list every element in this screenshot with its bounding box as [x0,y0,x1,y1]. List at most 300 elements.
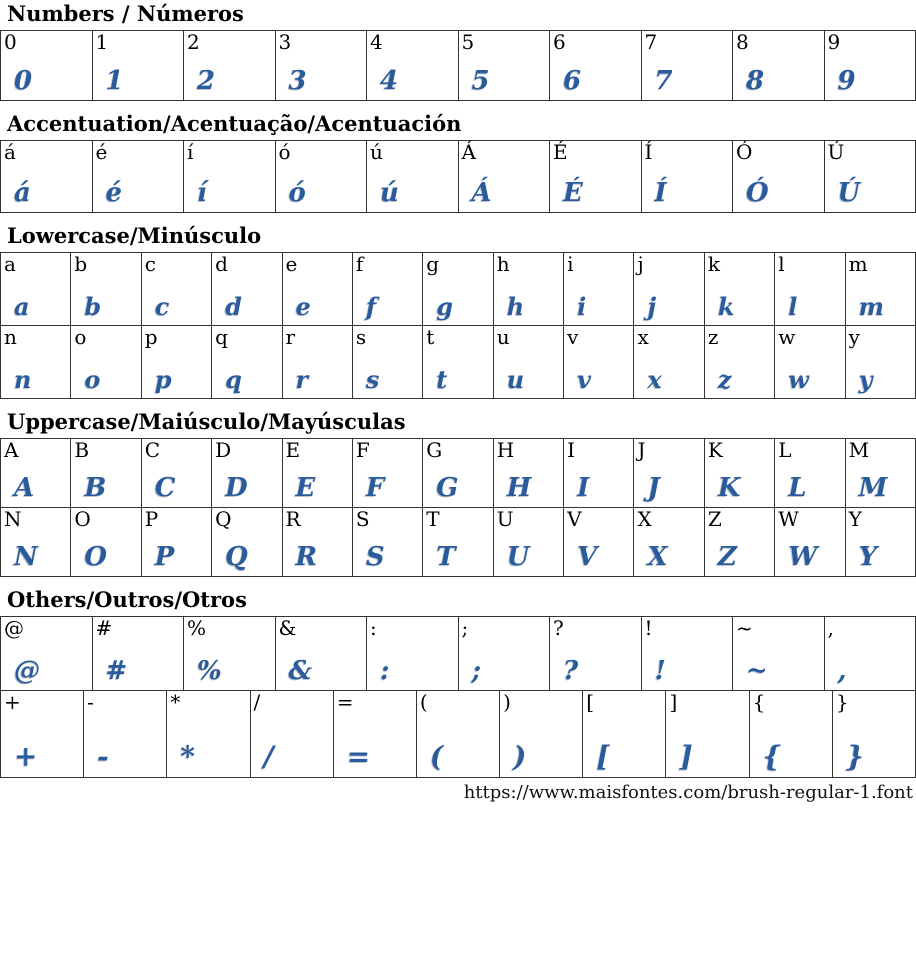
plain-glyph: + [1,691,83,713]
brush-glyph: 9 [825,68,916,100]
brush-glyph: Ó [733,180,824,212]
glyph-cell [825,31,916,101]
glyph-cell [825,141,916,213]
plain-glyph: é [93,141,184,163]
brush-glyph: I [564,475,633,507]
plain-glyph: 5 [459,31,550,53]
glyph-cell [423,253,493,326]
brush-glyph: H [494,475,563,507]
brush-glyph: q [212,368,281,398]
glyph-cell [367,141,459,213]
section-numbers [0,1,916,101]
plain-glyph: V [564,508,633,530]
plain-glyph: o [71,326,140,348]
brush-glyph: p [142,368,211,398]
glyph-cell [459,141,551,213]
glyph-cell [642,31,734,101]
glyph-cell [459,617,551,691]
section-lowercase [0,223,916,399]
brush-glyph: 1 [93,68,184,100]
plain-glyph: 0 [1,31,92,53]
brush-glyph: } [833,743,915,777]
font-specimen-page [0,1,916,803]
glyph-row [1,326,916,399]
plain-glyph: L [775,439,844,461]
glyph-cell [705,439,775,508]
glyph-cell [334,691,417,778]
brush-glyph: 4 [367,68,458,100]
glyph-cell [642,617,734,691]
plain-glyph: p [142,326,211,348]
glyph-cell [276,31,368,101]
brush-glyph: ( [417,743,499,777]
brush-glyph: o [71,368,140,398]
glyph-cell [142,508,212,577]
glyph-cell [564,439,634,508]
brush-glyph: U [494,544,563,576]
plain-glyph: I [564,439,633,461]
glyph-cell [550,31,642,101]
glyph-cell [666,691,749,778]
brush-glyph: w [775,368,844,398]
glyph-row [1,253,916,326]
plain-glyph: ~ [733,617,824,639]
plain-glyph: 2 [184,31,275,53]
glyph-cell [733,141,825,213]
brush-glyph: A [1,475,70,507]
brush-glyph: c [142,295,211,325]
plain-glyph: } [833,691,915,713]
brush-glyph: T [423,544,492,576]
glyph-cell [846,326,916,399]
glyph-row [1,617,916,691]
brush-glyph: { [750,743,832,777]
glyph-row [1,508,916,577]
brush-glyph: K [705,475,774,507]
brush-glyph: n [1,368,70,398]
brush-glyph: e [283,295,352,325]
brush-glyph: a [1,295,70,325]
glyph-cell [1,508,71,577]
glyph-cell [251,691,334,778]
section-title-uppercase: Uppercase/Maiúsculo/Mayúsculas [7,409,916,434]
glyph-cell [1,691,84,778]
section-title-accentuation: Accentuation/Acentuação/Acentuación [7,111,916,136]
plain-glyph: H [494,439,563,461]
brush-glyph: L [775,475,844,507]
glyph-cell [184,141,276,213]
plain-glyph: 4 [367,31,458,53]
brush-glyph: 6 [550,68,641,100]
brush-glyph: Í [642,180,733,212]
plain-glyph: b [71,253,140,275]
glyph-cell [750,691,833,778]
glyph-cell [1,617,93,691]
brush-glyph: / [251,743,333,777]
plain-glyph: E [283,439,352,461]
plain-glyph: 9 [825,31,916,53]
glyph-cell [550,141,642,213]
glyph-cell [84,691,167,778]
brush-glyph: m [846,295,915,325]
plain-glyph: S [353,508,422,530]
glyph-cell [71,439,141,508]
brush-glyph: = [334,743,416,777]
plain-glyph: [ [583,691,665,713]
brush-glyph: i [564,295,633,325]
plain-glyph: t [423,326,492,348]
plain-glyph: m [846,253,915,275]
glyph-cell [276,141,368,213]
plain-glyph: q [212,326,281,348]
glyph-cell [142,439,212,508]
plain-glyph: A [1,439,70,461]
glyph-row [1,141,916,213]
glyph-cell [93,141,185,213]
plain-glyph: % [184,617,275,639]
plain-glyph: ? [550,617,641,639]
brush-glyph: x [634,368,703,398]
brush-glyph: é [93,180,184,212]
plain-glyph: á [1,141,92,163]
plain-glyph: K [705,439,774,461]
brush-glyph: l [775,295,844,325]
glyph-cell [283,253,353,326]
brush-glyph: - [84,743,166,777]
brush-glyph: Ú [825,180,916,212]
sections [0,1,916,778]
glyph-cell [167,691,250,778]
brush-glyph: b [71,295,140,325]
glyph-cell [500,691,583,778]
plain-glyph: f [353,253,422,275]
glyph-cell [283,508,353,577]
glyph-table-uppercase [0,438,916,577]
plain-glyph: Z [705,508,774,530]
plain-glyph: u [494,326,563,348]
brush-glyph: j [634,295,703,325]
glyph-cell [184,31,276,101]
plain-glyph: e [283,253,352,275]
plain-glyph: É [550,141,641,163]
glyph-cell [634,439,704,508]
brush-glyph: Q [212,544,281,576]
brush-glyph: k [705,295,774,325]
section-title-numbers: Numbers / Números [7,1,916,26]
brush-glyph: B [71,475,140,507]
plain-glyph: # [93,617,184,639]
glyph-cell [71,508,141,577]
plain-glyph: P [142,508,211,530]
brush-glyph: Y [846,544,915,576]
plain-glyph: = [334,691,416,713]
glyph-table-lowercase [0,252,916,399]
glyph-cell [353,439,423,508]
plain-glyph: c [142,253,211,275]
plain-glyph: l [775,253,844,275]
glyph-cell [564,508,634,577]
glyph-cell [1,141,93,213]
plain-glyph: y [846,326,915,348]
glyph-cell [71,326,141,399]
glyph-cell [93,31,185,101]
brush-glyph: D [212,475,281,507]
plain-glyph: F [353,439,422,461]
plain-glyph: z [705,326,774,348]
brush-glyph: É [550,180,641,212]
glyph-cell [93,617,185,691]
plain-glyph: ] [666,691,748,713]
glyph-cell [846,439,916,508]
plain-glyph: Á [459,141,550,163]
brush-glyph: 5 [459,68,550,100]
plain-glyph: W [775,508,844,530]
brush-glyph: : [367,658,458,690]
plain-glyph: ú [367,141,458,163]
brush-glyph: í [184,180,275,212]
brush-glyph: F [353,475,422,507]
glyph-cell [634,326,704,399]
plain-glyph: M [846,439,915,461]
brush-glyph: ) [500,743,582,777]
brush-glyph: % [184,658,275,690]
plain-glyph: N [1,508,70,530]
plain-glyph: h [494,253,563,275]
glyph-table-others [0,616,916,778]
brush-glyph: f [353,295,422,325]
glyph-cell [353,326,423,399]
plain-glyph: Í [642,141,733,163]
brush-glyph: y [846,368,915,398]
glyph-cell [634,508,704,577]
glyph-cell [494,439,564,508]
glyph-cell [71,253,141,326]
plain-glyph: í [184,141,275,163]
section-accentuation [0,111,916,213]
brush-glyph: t [423,368,492,398]
plain-glyph: C [142,439,211,461]
glyph-cell [494,508,564,577]
plain-glyph: 1 [93,31,184,53]
glyph-cell [775,326,845,399]
plain-glyph: * [167,691,249,713]
credit-url: https://www.maisfontes.com/brush-regular-1.font [0,782,913,803]
glyph-cell [367,31,459,101]
brush-glyph: O [71,544,140,576]
glyph-cell [775,508,845,577]
glyph-cell [564,253,634,326]
glyph-cell [367,617,459,691]
brush-glyph: 8 [733,68,824,100]
glyph-cell [550,617,642,691]
brush-glyph: ? [550,658,641,690]
plain-glyph: R [283,508,352,530]
brush-glyph: C [142,475,211,507]
brush-glyph: 3 [276,68,367,100]
plain-glyph: x [634,326,703,348]
glyph-cell [705,508,775,577]
glyph-cell [283,326,353,399]
glyph-row [1,31,916,101]
plain-glyph: & [276,617,367,639]
glyph-cell [276,617,368,691]
glyph-cell [423,326,493,399]
glyph-cell [775,253,845,326]
brush-glyph: , [825,658,916,690]
plain-glyph: T [423,508,492,530]
glyph-cell [1,253,71,326]
brush-glyph: 2 [184,68,275,100]
glyph-cell [733,617,825,691]
glyph-cell [423,439,493,508]
plain-glyph: v [564,326,633,348]
brush-glyph: z [705,368,774,398]
plain-glyph: D [212,439,281,461]
plain-glyph: ; [459,617,550,639]
plain-glyph: - [84,691,166,713]
glyph-cell [825,617,916,691]
glyph-cell [212,439,282,508]
glyph-cell [833,691,916,778]
glyph-cell [212,253,282,326]
brush-glyph: # [93,658,184,690]
glyph-cell [283,439,353,508]
glyph-cell [705,326,775,399]
glyph-cell [494,253,564,326]
glyph-cell [353,253,423,326]
plain-glyph: r [283,326,352,348]
plain-glyph: a [1,253,70,275]
brush-glyph: ú [367,180,458,212]
plain-glyph: n [1,326,70,348]
plain-glyph: : [367,617,458,639]
plain-glyph: ó [276,141,367,163]
brush-glyph: G [423,475,492,507]
plain-glyph: Q [212,508,281,530]
brush-glyph: 7 [642,68,733,100]
plain-glyph: j [634,253,703,275]
brush-glyph: r [283,368,352,398]
brush-glyph: g [423,295,492,325]
plain-glyph: 6 [550,31,641,53]
brush-glyph: @ [1,658,92,690]
plain-glyph: Ú [825,141,916,163]
plain-glyph: { [750,691,832,713]
plain-glyph: w [775,326,844,348]
brush-glyph: á [1,180,92,212]
brush-glyph: Á [459,180,550,212]
brush-glyph: v [564,368,633,398]
glyph-cell [494,326,564,399]
plain-glyph: / [251,691,333,713]
plain-glyph: ( [417,691,499,713]
glyph-cell [846,508,916,577]
brush-glyph: u [494,368,563,398]
brush-glyph: + [1,743,83,777]
plain-glyph: ) [500,691,582,713]
plain-glyph: i [564,253,633,275]
glyph-table-accentuation [0,140,916,213]
brush-glyph: [ [583,743,665,777]
plain-glyph: s [353,326,422,348]
brush-glyph: d [212,295,281,325]
glyph-cell [417,691,500,778]
glyph-cell [184,617,276,691]
glyph-cell [642,141,734,213]
glyph-cell [423,508,493,577]
glyph-cell [775,439,845,508]
glyph-cell [212,508,282,577]
glyph-cell [459,31,551,101]
section-title-others: Others/Outros/Otros [7,587,916,612]
plain-glyph: 7 [642,31,733,53]
plain-glyph: Ó [733,141,824,163]
brush-glyph: V [564,544,633,576]
plain-glyph: O [71,508,140,530]
plain-glyph: 3 [276,31,367,53]
plain-glyph: @ [1,617,92,639]
plain-glyph: d [212,253,281,275]
glyph-row [1,439,916,508]
brush-glyph: M [846,475,915,507]
glyph-cell [142,253,212,326]
glyph-cell [564,326,634,399]
brush-glyph: * [167,743,249,777]
plain-glyph: ! [642,617,733,639]
brush-glyph: E [283,475,352,507]
brush-glyph: s [353,368,422,398]
plain-glyph: 8 [733,31,824,53]
plain-glyph: U [494,508,563,530]
plain-glyph: G [423,439,492,461]
brush-glyph: ] [666,743,748,777]
glyph-cell [353,508,423,577]
brush-glyph: Z [705,544,774,576]
brush-glyph: h [494,295,563,325]
glyph-table-numbers [0,30,916,101]
glyph-cell [1,326,71,399]
brush-glyph: ; [459,658,550,690]
plain-glyph: , [825,617,916,639]
glyph-cell [733,31,825,101]
plain-glyph: X [634,508,703,530]
section-others [0,587,916,778]
glyph-cell [1,439,71,508]
brush-glyph: R [283,544,352,576]
brush-glyph: ó [276,180,367,212]
plain-glyph: J [634,439,703,461]
brush-glyph: J [634,475,703,507]
brush-glyph: S [353,544,422,576]
section-title-lowercase: Lowercase/Minúsculo [7,223,916,248]
glyph-cell [634,253,704,326]
plain-glyph: B [71,439,140,461]
glyph-cell [1,31,93,101]
brush-glyph: ! [642,658,733,690]
glyph-cell [212,326,282,399]
glyph-cell [583,691,666,778]
brush-glyph: W [775,544,844,576]
glyph-cell [142,326,212,399]
brush-glyph: X [634,544,703,576]
brush-glyph: P [142,544,211,576]
plain-glyph: Y [846,508,915,530]
glyph-cell [846,253,916,326]
section-uppercase [0,409,916,577]
glyph-row [1,691,916,778]
brush-glyph: & [276,658,367,690]
plain-glyph: g [423,253,492,275]
